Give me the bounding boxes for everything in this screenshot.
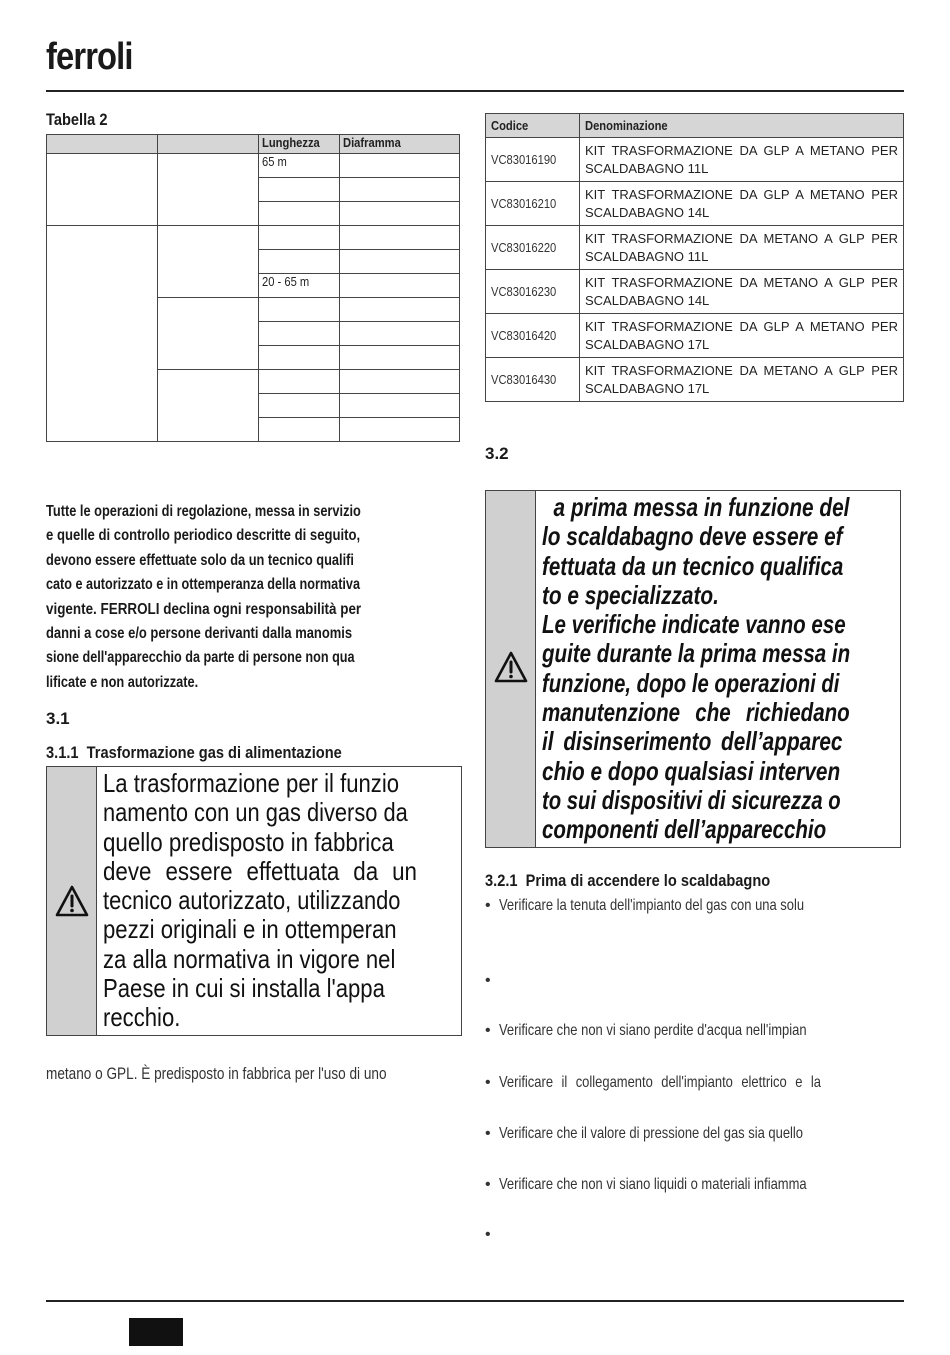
list-item-text: Verificare che il valore di pressione del gas sia quello — [499, 1125, 804, 1142]
warning-line: namento con un gas diverso da — [103, 797, 408, 828]
table-row — [47, 226, 460, 250]
code-cell — [486, 270, 580, 314]
warning-line: tecnico autorizzato, utilizzando — [103, 885, 401, 916]
paragraph-line: vigente. FERROLI declina ogni responsabilità per — [46, 600, 362, 618]
table2-header-cell — [158, 135, 259, 154]
table2-cell — [259, 370, 340, 394]
name-cell: KIT TRASFORMAZIONE DA METANO A GLP PER SCALDABAGNO 14L — [580, 270, 904, 314]
table2-cell — [259, 202, 340, 226]
table2-value: 65 m — [262, 154, 287, 169]
bullet-glyph: • — [485, 1074, 491, 1091]
table2-cell — [158, 226, 259, 298]
warning-line: to sui dispositivi di sicurezza o — [542, 784, 841, 815]
warning-box-left — [46, 766, 462, 1036]
paragraph-line: devono essere effettuate solo da un tecnico qualifi — [46, 551, 354, 569]
table2-cell — [340, 394, 460, 418]
list-item — [485, 1176, 879, 1194]
table2-cell — [158, 154, 259, 226]
warning-line: Paese in cui si installa l'appa — [103, 973, 385, 1004]
codes-header-label: Denominazione — [585, 118, 668, 133]
list-item-text: Verificare la tenuta dell'impianto del gas con una solu — [499, 897, 805, 914]
table2-header-label: Diaframma — [343, 135, 401, 150]
codes-table-header-row — [486, 114, 904, 138]
paragraph-line: lificate e non autorizzate. — [46, 673, 199, 691]
intro-paragraph — [46, 500, 466, 695]
table2-cell — [340, 154, 460, 178]
bullet-glyph: • — [485, 897, 491, 914]
table-row — [486, 182, 904, 226]
section-3-1-1-number: 3.1.1 — [46, 743, 79, 762]
footer-rule — [46, 1300, 904, 1302]
section-3-2-1-number: 3.2.1 — [485, 871, 518, 890]
warning-line: fettuata da un tecnico qualifica — [542, 550, 844, 581]
warning-line: guite durante la prima messa in — [542, 638, 851, 669]
table-row — [486, 138, 904, 182]
list-item-text: Verificare che non vi siano perdite d'acqua nell'impian — [499, 1022, 807, 1039]
codes-header-cell — [580, 114, 904, 138]
list-item-text: Verificare che non vi siano liquidi o materiali infiamma — [499, 1176, 807, 1193]
ferroli-logo: ferroli — [46, 36, 133, 78]
list-item — [485, 972, 491, 990]
table2-cell — [259, 154, 340, 178]
codes-table — [485, 113, 904, 402]
warning-left-text — [103, 769, 455, 1033]
bullet-glyph: • — [485, 1022, 491, 1039]
code-cell — [486, 182, 580, 226]
table2-header-cell — [259, 135, 340, 154]
name-cell: KIT TRASFORMAZIONE DA GLP A METANO PER SCALDABAGNO 11L — [580, 138, 904, 182]
section-3-2-1-heading — [485, 871, 770, 891]
table2-cell — [340, 226, 460, 250]
table-row — [486, 314, 904, 358]
table2-cell — [340, 418, 460, 442]
section-3-2-number: 3.2 — [485, 444, 509, 463]
warning-line: chio e dopo qualsiasi interven — [542, 755, 841, 786]
code-value: VC83016420 — [491, 328, 557, 343]
table2-cell — [158, 298, 259, 370]
table2-cell — [259, 322, 340, 346]
code-cell — [486, 138, 580, 182]
table2-cell — [47, 154, 158, 226]
warning-line: a prima messa in funzione del — [542, 492, 850, 522]
table2-cell — [259, 226, 340, 250]
table2-cell — [259, 418, 340, 442]
table2-header-cell — [47, 135, 158, 154]
list-item — [485, 1226, 491, 1244]
code-value: VC83016230 — [491, 284, 557, 299]
code-value: VC83016210 — [491, 196, 557, 211]
code-cell — [486, 314, 580, 358]
bullet-glyph: • — [485, 1176, 491, 1193]
list-item — [485, 1125, 874, 1143]
table2-cell — [47, 226, 158, 442]
warning-line: za alla normativa in vigore nel — [103, 943, 396, 974]
paragraph-line: sione dell'apparecchio da parte di persone non qua — [46, 649, 355, 667]
paragraph-line: danni a cose e/o persone derivanti dalla manomis — [46, 625, 353, 643]
gas-text: metano o GPL. È predisposto in fabbrica per l'uso di uno — [46, 1064, 387, 1083]
table2-cell — [259, 178, 340, 202]
list-item — [485, 897, 876, 915]
table2-caption: Tabella 2 — [46, 110, 108, 129]
warning-line: quello predisposto in fabbrica — [103, 826, 394, 857]
table2-header-label: Lunghezza — [262, 135, 320, 150]
page-number-box — [129, 1318, 183, 1346]
code-value: VC83016430 — [491, 372, 557, 387]
paragraph-line: cato e autorizzato e in ottemperanza della normativa — [46, 576, 360, 594]
table2 — [46, 134, 460, 442]
table2-cell — [340, 178, 460, 202]
table2-cell — [340, 274, 460, 298]
table2-header-row — [47, 135, 460, 154]
table2-cell — [340, 322, 460, 346]
table2-cell — [340, 370, 460, 394]
code-value: VC83016190 — [491, 152, 557, 167]
warning-line: componenti dell’apparecchio — [542, 814, 827, 845]
warning-line: funzione, dopo le operazioni di — [542, 667, 840, 698]
header-rule — [46, 90, 904, 92]
table2-cell — [259, 298, 340, 322]
table2-cell — [340, 298, 460, 322]
name-cell: KIT TRASFORMAZIONE DA METANO A GLP PER SCALDABAGNO 11L — [580, 226, 904, 270]
table2-cell — [259, 274, 340, 298]
warning-line: deve essere effettuata da un — [103, 855, 417, 886]
bullet-glyph: • — [485, 1125, 491, 1142]
table2-header-cell — [340, 135, 460, 154]
warning-line: il disinserimento dell’apparec — [542, 726, 843, 757]
section-3-1-1-heading — [46, 743, 342, 763]
codes-header-cell — [486, 114, 580, 138]
section-3-2-1-title: Prima di accendere lo scaldabagno — [525, 871, 771, 890]
warning-line: La trasformazione per il funzio — [103, 768, 400, 798]
warning-triangle-icon — [494, 651, 528, 683]
table2-cell — [259, 346, 340, 370]
warning-box-right — [485, 490, 901, 848]
list-item — [485, 1074, 897, 1092]
code-value: VC83016220 — [491, 240, 557, 255]
table2-cell — [340, 346, 460, 370]
table2-cell — [340, 202, 460, 226]
table2-cell — [259, 394, 340, 418]
table2-cell — [340, 250, 460, 274]
section-3-1-1-title: Trasformazione gas di alimentazione — [86, 743, 342, 762]
bullet-glyph: • — [485, 1226, 491, 1243]
bullet-glyph: • — [485, 972, 491, 989]
warning-right-text — [542, 493, 896, 845]
paragraph-line: e quelle di controllo periodico descritte di seguito, — [46, 527, 361, 545]
list-item — [485, 1022, 879, 1040]
section-3-1-number: 3.1 — [46, 709, 70, 728]
table-row — [486, 358, 904, 402]
warning-line: recchio. — [103, 1002, 181, 1033]
table-row — [47, 154, 460, 178]
table-row — [486, 270, 904, 314]
warning-line: to e specializzato. — [542, 579, 719, 610]
warning-triangle-icon — [55, 885, 89, 917]
name-cell: KIT TRASFORMAZIONE DA METANO A GLP PER SCALDABAGNO 17L — [580, 358, 904, 402]
table2-value: 20 - 65 m — [262, 274, 310, 289]
codes-header-label: Codice — [491, 118, 529, 133]
table2-cell — [158, 370, 259, 442]
warning-line: Le verifiche indicate vanno ese — [542, 609, 846, 640]
name-cell: KIT TRASFORMAZIONE DA GLP A METANO PER SCALDABAGNO 14L — [580, 182, 904, 226]
code-cell — [486, 358, 580, 402]
code-cell — [486, 226, 580, 270]
warning-line: pezzi originali e in ottemperan — [103, 914, 397, 945]
warning-line: lo scaldabagno deve essere ef — [542, 521, 843, 552]
table2-cell — [259, 250, 340, 274]
paragraph-line: Tutte le operazioni di regolazione, messa in servizio — [46, 503, 361, 520]
name-cell: KIT TRASFORMAZIONE DA GLP A METANO PER SCALDABAGNO 17L — [580, 314, 904, 358]
table-row — [486, 226, 904, 270]
warning-line: manutenzione che richiedano — [542, 697, 850, 728]
list-item-text: Verificare il collegamento dell'impianto elettrico e la — [499, 1074, 822, 1091]
